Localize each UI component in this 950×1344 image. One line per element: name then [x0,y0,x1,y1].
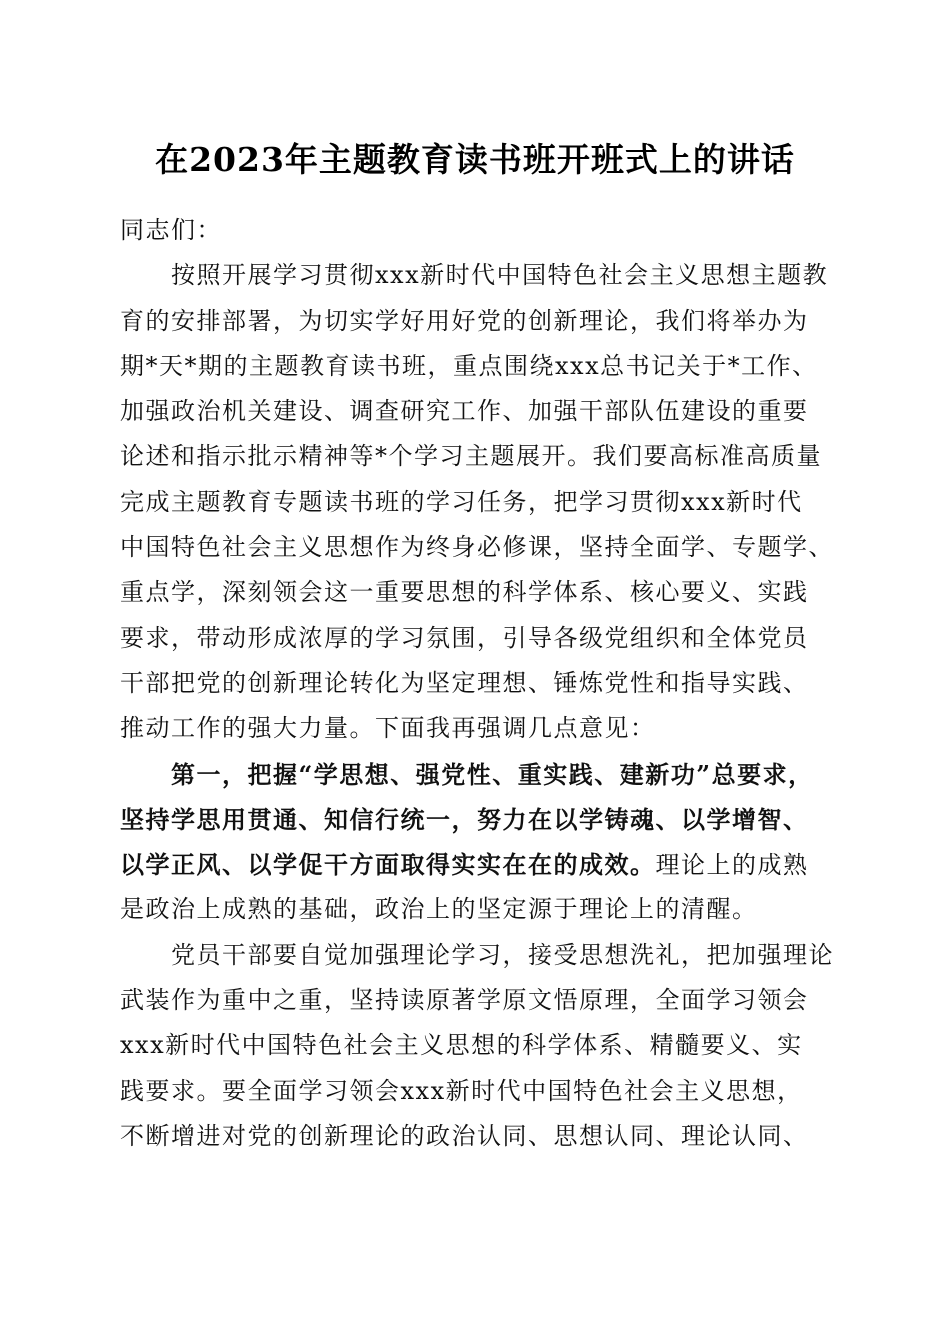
emphasis-line: 坚持学思用贯通、知信行统一，努力在以学铸魂、以学增智、 [120,804,809,834]
mixed-line [120,842,840,887]
paragraph-line: 加强政治机关建设、调查研究工作、加强干部队伍建设的重要 [120,397,809,426]
paragraph-line: 完成主题教育专题读书班的学习任务，把学习贯彻xxx新时代 [120,487,803,516]
paragraph-line: 党员干部要自觉加强理论学习，接受思想洗礼，把加强理论 [120,940,834,969]
paragraph-line: 中国特色社会主义思想作为终身必修课，坚持全面学、专题学、 [120,533,834,562]
document-body [120,208,840,1159]
paragraph-line: 重点学，深刻领会这一重要思想的科学体系、核心要义、实践 [120,578,809,607]
paragraph-line: 推动工作的强大力量。下面我再强调几点意见： [120,714,656,743]
document-title: 在2023年主题教育读书班开班式上的讲话 [155,140,795,179]
paragraph-line: 践要求。要全面学习领会xxx新时代中国特色社会主义思想， [120,1076,803,1105]
emphasis-fragment: 以学正风、以学促干方面取得实实在在的成效。 [120,850,656,880]
emphasis-line: 第一，把握“学思想、强党性、重实践、建新功”总要求， [120,759,814,789]
paragraph-line: 是政治上成熟的基础，政治上的坚定源于理论上的清醒。 [120,895,758,924]
paragraph-line: 育的安排部署，为切实学好用好党的创新理论，我们将举办为 [120,306,809,335]
paragraph-line: 期*天*期的主题教育读书班，重点围绕xxx总书记关于*工作、 [120,351,818,380]
paragraph-line: 按照开展学习贯彻xxx新时代中国特色社会主义思想主题教 [120,261,829,290]
paragraph-line: 要求，带动形成浓厚的学习氛围，引导各级党组织和全体党员 [120,623,809,652]
paragraph-line: xxx新时代中国特色社会主义思想的科学体系、精髓要义、实 [120,1031,803,1060]
paragraph-line: 论述和指示批示精神等*个学习主题展开。我们要高标准高质量 [120,442,822,471]
paragraph-line: 武装作为重中之重，坚持读原著学原文悟原理，全面学习领会 [120,986,809,1015]
paragraph-line: 不断增进对党的创新理论的政治认同、思想认同、理论认同、 [120,1121,809,1150]
plain-fragment: 理论上的成熟 [655,851,809,880]
salutation-line: 同志们： [120,216,222,244]
paragraph-line: 干部把党的创新理论转化为坚定理想、锤炼党性和指导实践、 [120,668,809,697]
